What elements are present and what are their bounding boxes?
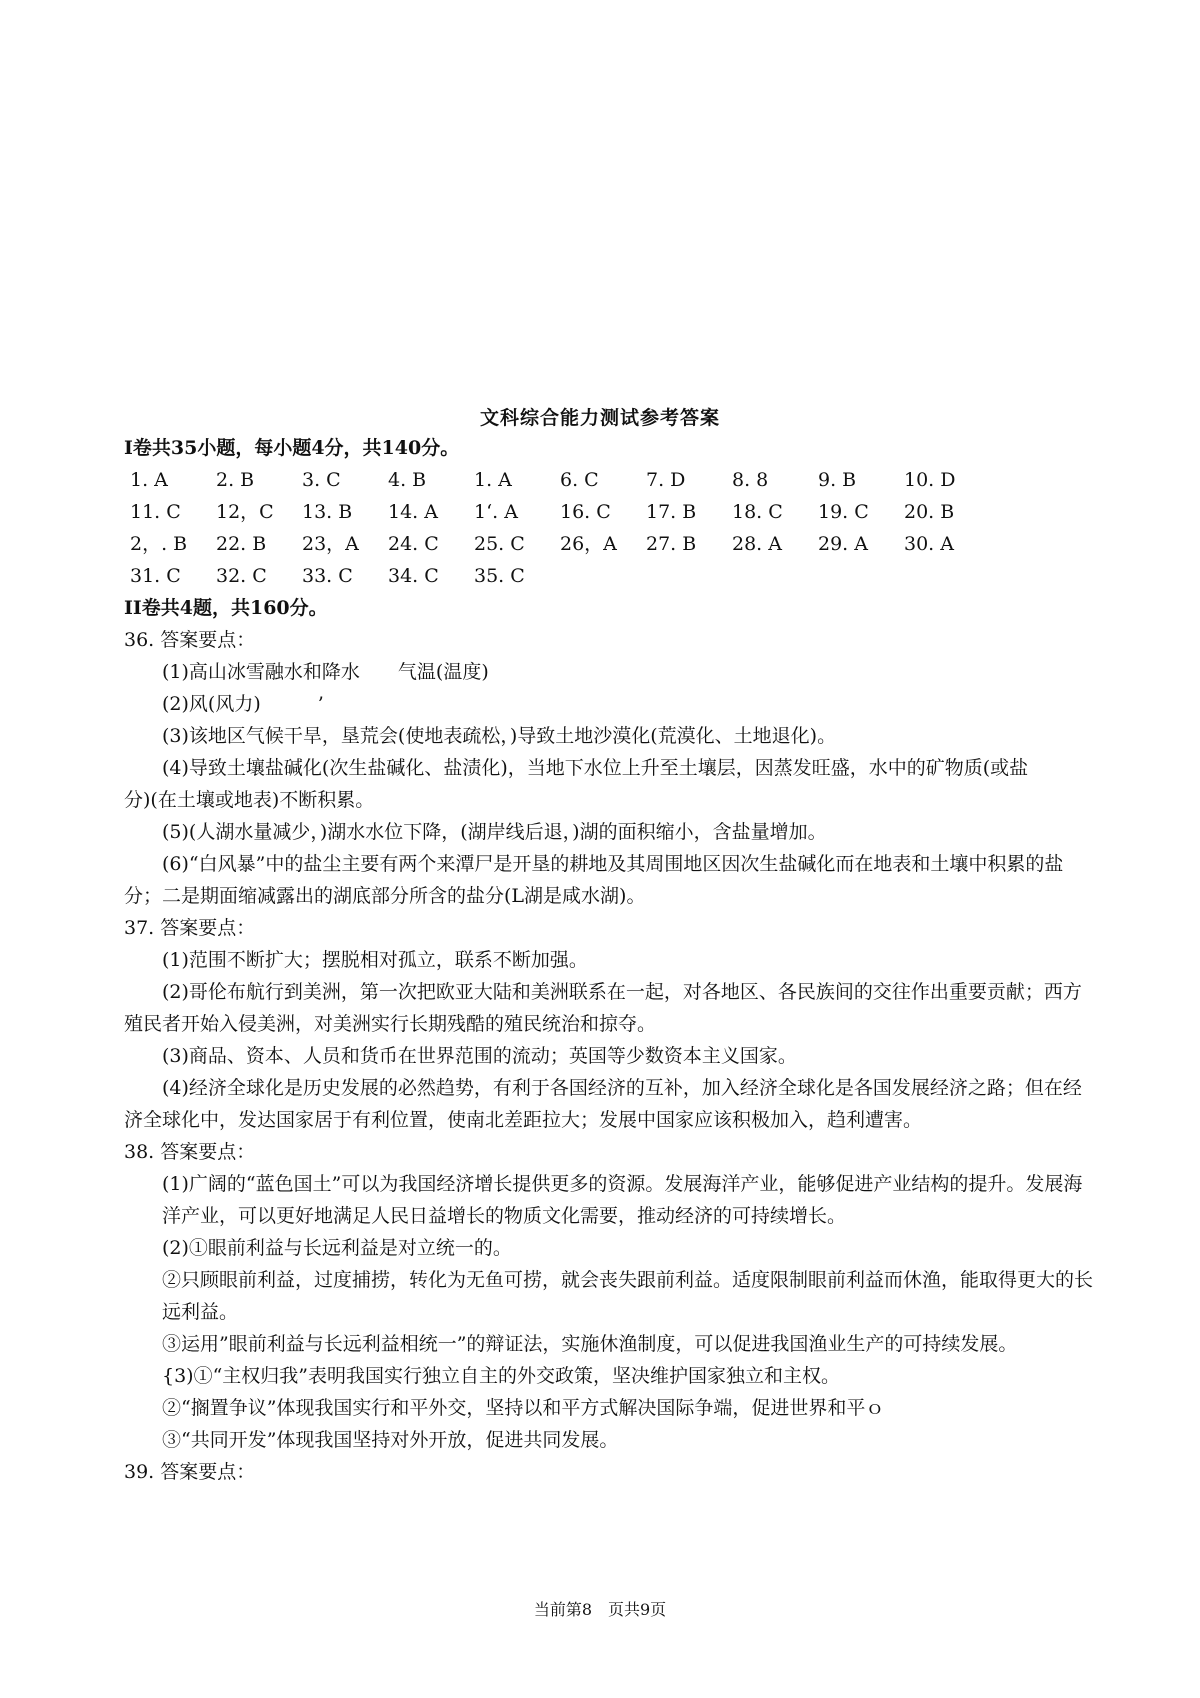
answer-item: 30. A [904,533,954,555]
answer-point-continued: 分)(在土壤或地表)不断积累。 [124,789,375,811]
answer-point: (2)哥伦布航行到美洲，第一次把欧亚大陆和美洲联系在一起，对各地区、各民族间的交往作出重要贡献；西方殖民者开始入侵美洲，对美洲实行长期残酷的殖民统治和掠夺。 [124,981,1082,1035]
answer-item: 25. C [474,533,525,555]
answer-item: 19. C [818,501,869,523]
question-label: 39. 答案要点： [124,1461,256,1483]
question-36 [124,624,1099,912]
answer-item: 22. B [216,533,267,555]
answer-item: 27. B [646,533,697,555]
answer-point: (3)商品、资本、人员和货币在世界范围的流动；英国等少数资本主义国家。 [162,1045,797,1067]
answer-point: ②只顾眼前利益，过度捕捞，转化为无鱼可捞，就会丧失跟前利益。适度限制眼前利益而休渔，能取得更大的长远利益。 [162,1269,1094,1323]
answer-item: 8. 8 [732,469,769,491]
answer-item: 20. B [904,501,955,523]
answer-point: (3)该地区气候干旱，垦荒会(使地表疏松，)导致土地沙漠化(荒漠化、土地退化)。 [162,725,837,747]
answer-item: 18. C [732,501,783,523]
question-39 [124,1456,1099,1488]
question-label: 36. 答案要点： [124,629,256,651]
answer-point: (6)“白风暴”中的盐尘主要有两个来潭尸是开垦的耕地及其周围地区因次生盐碱化而在地表和土壤中积累的盐分；二是期面缩减露出的湖底部分所含的盐分(L湖是咸水湖)。 [124,853,1064,907]
answer-point: {3)①“主权归我”表明我国实行独立自主的外交政策，坚决维护国家独立和主权。 [162,1365,841,1387]
answer-item: 1. A [130,469,168,491]
answer-item: 1‘. A [474,501,518,523]
answer-point: (2)①眼前利益与长远利益是对立统一的。 [162,1237,512,1259]
document-title: 文科综合能力测试参考答案 [479,407,720,429]
answer-item: 31. C [130,565,181,587]
part1-header: I卷共35小题，每小题4分，共140分。 [124,437,460,459]
question-label: 38. 答案要点： [124,1141,256,1163]
answer-row-4 [124,560,1099,592]
answer-item: 3. C [302,469,341,491]
answer-item: 26，A [560,533,617,555]
answer-item: 10. D [904,469,956,491]
answer-point: (1)广阔的“蓝色国土”可以为我国经济增长提供更多的资源。发展海洋产业，能够促进产业结构的提升。发展海洋产业，可以更好地满足人民日益增长的物质文化需要，推动经济的可持续增长。 [162,1173,1083,1227]
answer-item: 1. A [474,469,512,491]
answer-row-2 [124,496,1099,528]
answer-point: ③“共同开发”体现我国坚持对外开放，促进共同发展。 [162,1429,619,1451]
answer-point: ②“搁置争议”体现我国实行和平外交，坚持以和平方式解决国际争端，促进世界和平ｏ [162,1397,885,1419]
answer-point: (1)高山冰雪融水和降水 气温(温度) [162,661,489,683]
question-37 [124,912,1099,1136]
answer-grid [124,464,1099,592]
answer-item: 16. C [560,501,611,523]
answer-item: 32. C [216,565,267,587]
answer-item: 13. B [302,501,353,523]
page-footer: 当前第8 页共9页 [533,1600,667,1619]
answer-point: (2)风(风力) ’ [162,693,324,715]
answer-item: 28. A [732,533,782,555]
answer-item: 2. B [216,469,255,491]
answer-item: 11. C [130,501,181,523]
answer-row-1 [124,464,1099,496]
answer-item: 12，C [216,501,274,523]
answer-item: 17. B [646,501,697,523]
answer-item: 23，A [302,533,359,555]
answer-point: (1)范围不断扩大；摆脱相对孤立，联系不断加强。 [162,949,588,971]
answer-item: 24. C [388,533,439,555]
answer-item: 29. A [818,533,868,555]
answer-item: 33. C [302,565,353,587]
answer-point: (4)导致土壤盐碱化(次生盐碱化、盐渍化)，当地下水位上升至土壤层，因蒸发旺盛，水中的矿物质(或盐 [162,757,1029,779]
answer-item: 9. B [818,469,857,491]
question-label: 37. 答案要点： [124,917,256,939]
answer-item: 6. C [560,469,599,491]
answer-point: (4)经济全球化是历史发展的必然趋势，有利于各国经济的互补，加入经济全球化是各国发展经济之路；但在经济全球化中，发达国家居于有利位置，使南北差距拉大；发展中国家应该积极加入，趋利遭害。 [124,1077,1082,1131]
question-38 [124,1136,1099,1456]
document-body [124,432,1099,1488]
answer-item: 4. B [388,469,427,491]
answer-item: 2，. B [130,533,188,555]
answer-item: 35. C [474,565,525,587]
answer-item: 7. D [646,469,686,491]
answer-point: ③运用”眼前利益与长远利益相统一”的辩证法，实施休渔制度，可以促进我国渔业生产的可持续发展。 [162,1333,1018,1355]
answer-item: 14. A [388,501,438,523]
part2-header: II卷共4题，共160分。 [124,597,328,619]
answer-row-3 [124,528,1099,560]
answer-item: 34. C [388,565,439,587]
answer-point: (5)(人湖水量减少，)湖水水位下降，(湖岸线后退，)湖的面积缩小，含盐量增加。 [162,821,827,843]
